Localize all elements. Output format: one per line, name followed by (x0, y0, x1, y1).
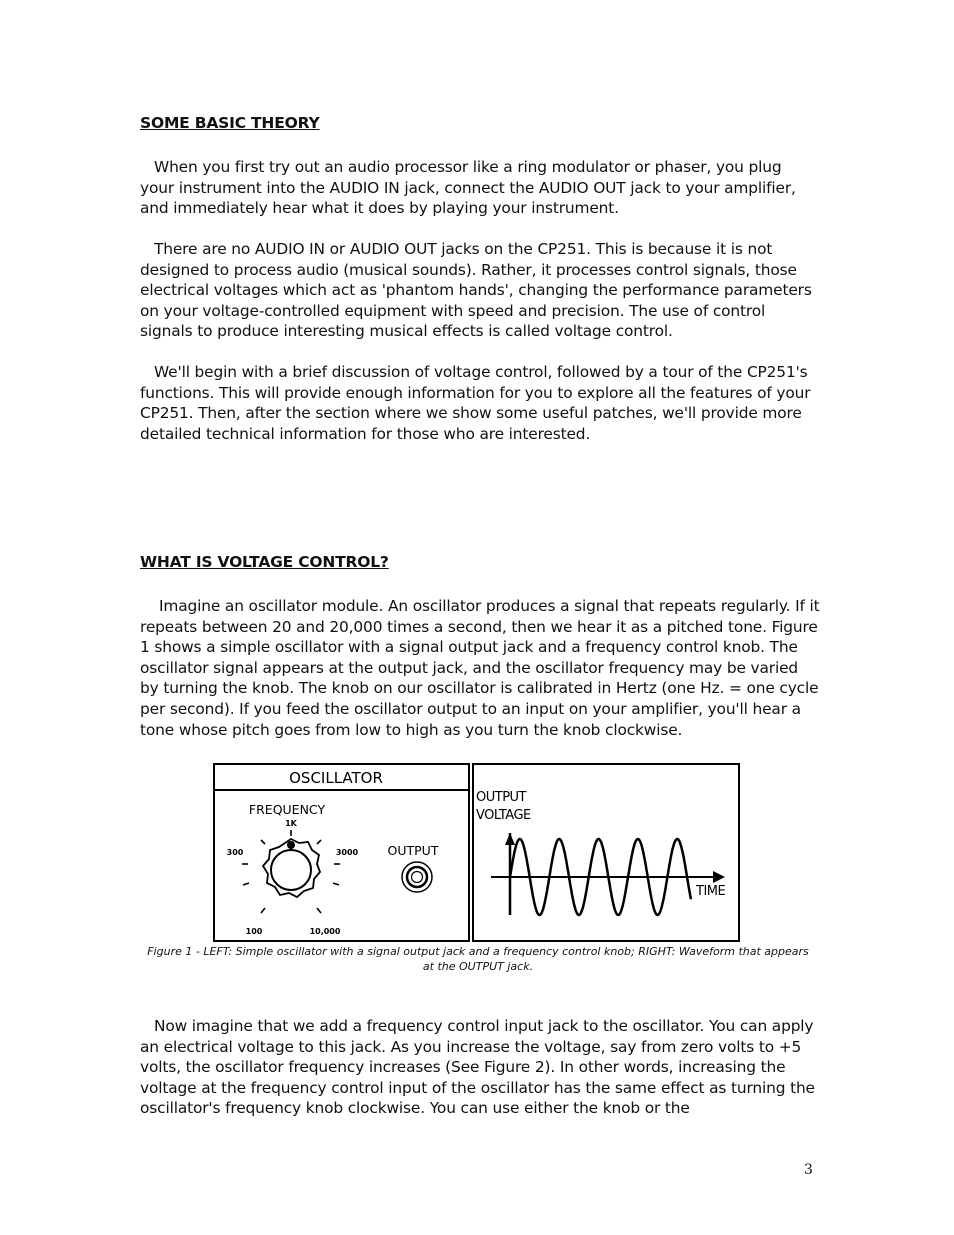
figure-1 (213, 763, 740, 943)
scale-label-1k: 1K (285, 819, 297, 828)
jack-label: OUTPUT (387, 843, 439, 858)
knob-label: FREQUENCY (248, 802, 326, 817)
paragraph: There are no AUDIO IN or AUDIO OUT jacks on the CP251. This is because it is not designed to process audio (musical sounds). Rather, it processes control signals, those electrical voltages which act as 'phantom hands', changing the performance parameters on your voltage-controlled equipment with speed and precision. The use of control signals to produce interesting musical effects is called voltage control. (140, 240, 812, 341)
graph-label-line2: VOLTAGE (476, 808, 531, 823)
paragraph: Imagine an oscillator module. An oscillator produces a signal that repeats regularly. If it repeats between 20 and 20,000 times a second, then we hear it as a pitched tone. Figure 1 shows a simple oscillator with a signal output jack and a frequency control knob. The oscillator signal appears at the output jack, and the oscillator frequency may be varied by turning the knob. The knob on our oscillator is calibrated in Hertz (one Hz. = one cycle per second). If you feed the oscillator output to an input on your amplifier, you'll hear a tone whose pitch goes from low to high as you turn the knob clockwise. (140, 597, 820, 739)
time-axis-label: TIME (696, 884, 726, 899)
scale-label-3000: 3000 (335, 848, 359, 857)
scale-label-10000: 10,000 (309, 927, 341, 936)
section-heading-basic-theory: SOME BASIC THEORY (140, 114, 320, 132)
oscillator-figure (213, 763, 740, 943)
paragraph: When you first try out an audio processor like a ring modulator or phaser, you plug your instrument into the AUDIO IN jack, connect the AUDIO OUT jack to your amplifier, and immediately hear what it does by playing your instrument. (140, 158, 796, 218)
figure-caption: Figure 1 - LEFT: Simple oscillator with a signal output jack and a frequency control knob; RIGHT: Waveform that appears at the OUTPUT jack. (147, 945, 809, 973)
page-number: 3 (804, 1162, 813, 1178)
section-heading-voltage-control: WHAT IS VOLTAGE CONTROL? (140, 553, 389, 571)
panel-title: OSCILLATOR (289, 769, 383, 787)
scale-label-300: 300 (226, 848, 244, 857)
paragraph: Now imagine that we add a frequency control input jack to the oscillator. You can apply an electrical voltage to this jack. As you increase the voltage, say from zero volts to +5 volts, the oscillator frequency increases (See Figure 2). In other words, increasing the voltage at the frequency control input of the oscillator has the same effect as turning the oscillator's frequency knob clockwise. You can use either the knob or the (140, 1017, 815, 1118)
scale-label-100: 100 (245, 927, 263, 936)
frequency-knob (263, 839, 320, 897)
paragraph: We'll begin with a brief discussion of voltage control, followed by a tour of the CP251's functions. This will provide enough information for you to explore all the features of your CP251. Then, after the section where we show some useful patches, we'll provide more detailed technical information for those who are interested. (140, 363, 811, 443)
output-jack (402, 862, 432, 892)
graph-label-line1: OUTPUT (476, 790, 526, 805)
